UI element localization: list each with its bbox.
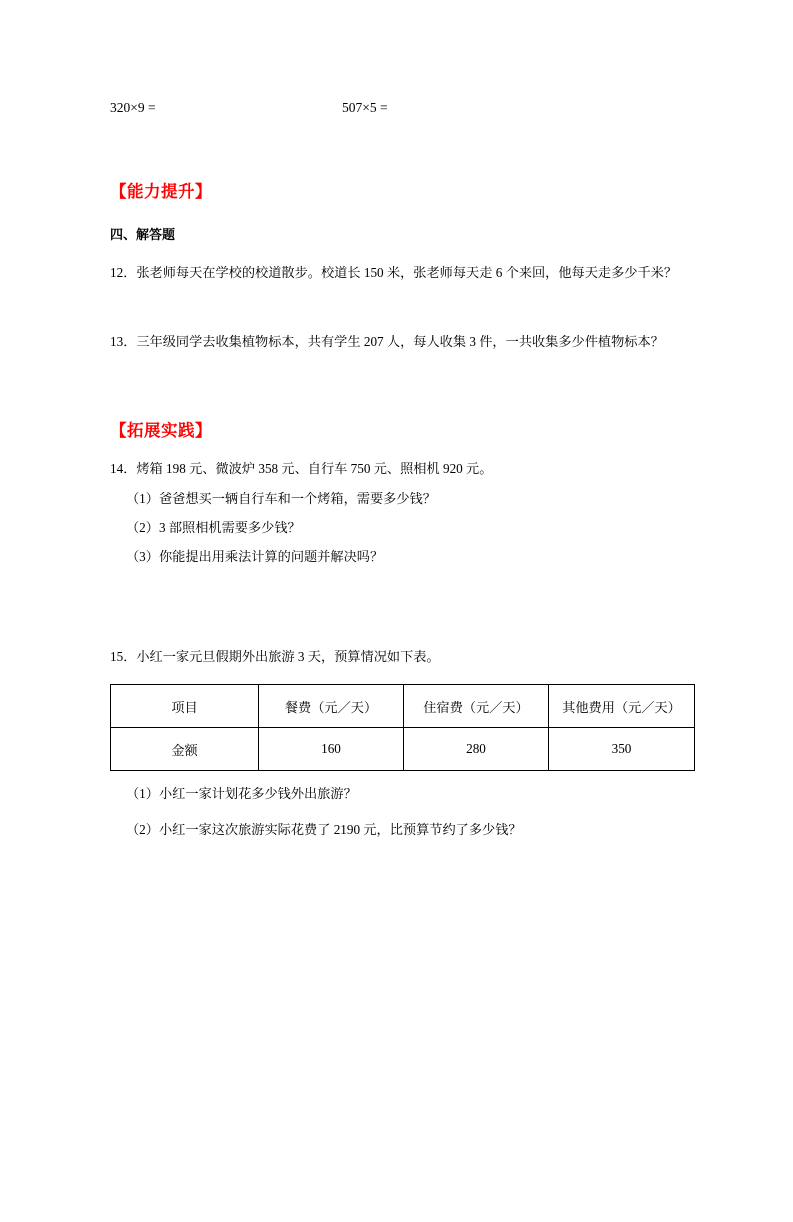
question-13: 13．三年级同学去收集植物标本，共有学生 207 人，每人收集 3 件，一共收集多少件植物标本？ [110, 334, 664, 350]
question-12: 12．张老师每天在学校的校道散步。校道长 150 米，张老师每天走 6 个来回，他每天走多少千米？ [110, 265, 678, 280]
table-header-meal: 餐费（元／天） [259, 685, 404, 728]
section-heading-extension: 【拓展实践】 [110, 421, 212, 441]
budget-table [110, 684, 695, 771]
question-15-sub-2: （2）小红一家这次旅游实际花费了 2190 元，比预算节约了多少钱？ [126, 821, 522, 837]
sub-heading-answer-questions: 四、解答题 [110, 228, 176, 243]
table-header-other: 其他费用（元／天） [549, 685, 695, 728]
table-cell-meal-amount: 160 [259, 728, 404, 771]
calc-expression-1: 320×9 = [110, 100, 156, 115]
table-row-header [111, 685, 695, 728]
table-cell-lodging-amount: 280 [404, 728, 549, 771]
worksheet-page [0, 100, 793, 1222]
table-header-item: 项目 [111, 685, 259, 728]
table-row [111, 728, 695, 771]
calculation-row [110, 100, 683, 120]
table-header-lodging: 住宿费（元／天） [404, 685, 549, 728]
question-15-sub-1: （1）小红一家计划花多少钱外出旅游？ [126, 786, 357, 802]
question-14-sub-2: （2）3 部照相机需要多少钱？ [126, 520, 301, 536]
question-14-sub-1: （1）爸爸想买一辆自行车和一个烤箱，需要多少钱？ [126, 491, 436, 507]
question-15: 15．小红一家元旦假期外出旅游 3 天，预算情况如下表。 [110, 649, 440, 665]
section-heading-ability: 【能力提升】 [110, 182, 212, 201]
question-14-sub-3: （3）你能提出用乘法计算的问题并解决吗？ [126, 549, 384, 565]
calc-expression-2: 507×5 = [342, 100, 388, 115]
table-cell-other-amount: 350 [549, 728, 695, 771]
question-14: 14．烤箱 198 元、微波炉 358 元、自行车 750 元、照相机 920 元。 [110, 461, 493, 477]
table-cell-amount-label: 金额 [111, 728, 259, 771]
